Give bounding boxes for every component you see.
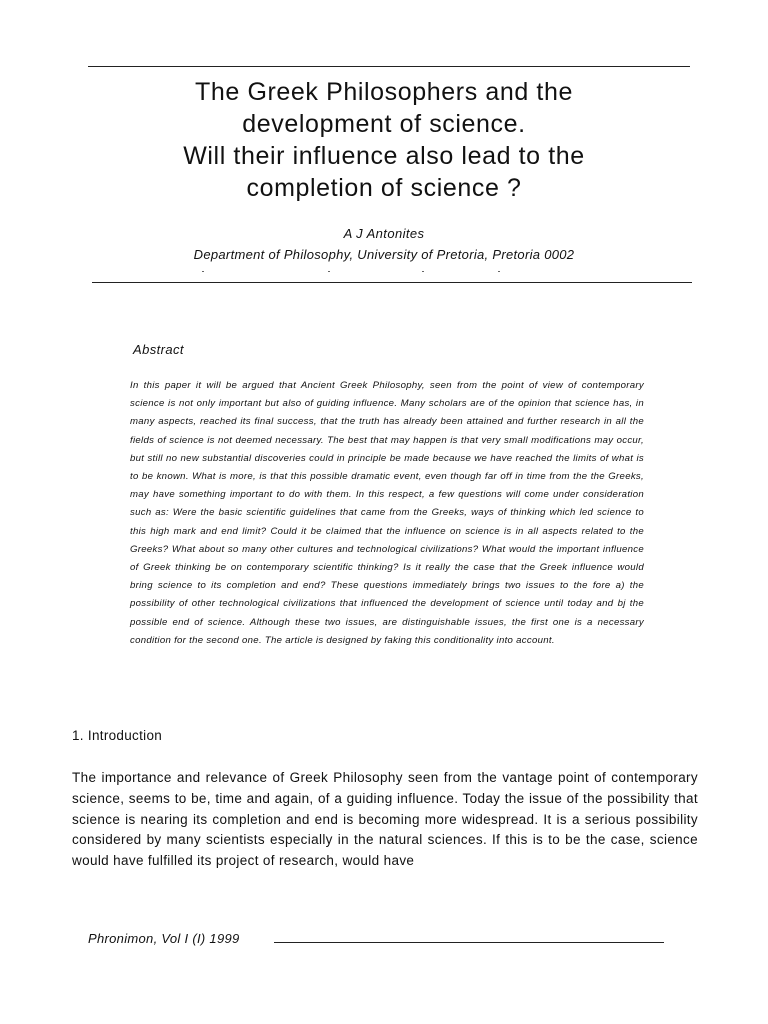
introduction-body: The importance and relevance of Greek Philosophy seen from the vantage point of contemporary science, seems to be, time and again, of a guiding influence. Today the issue of the possibility that science is nearing its completion and end is becoming more widespread. It is a serious possibility considered by many scientists especially in the natural sciences. If this is to be the case, science would have fulfilled its project of research, would have	[72, 770, 698, 869]
abstract-heading: Abstract	[133, 342, 184, 357]
title-line-3: Will their influence also lead to the	[183, 142, 585, 170]
title-line-1: The Greek Philosophers and the	[195, 78, 573, 106]
header-rule	[92, 282, 692, 283]
introduction-heading: 1. Introduction	[72, 728, 163, 743]
title-line-2: development of science.	[242, 110, 526, 138]
footer-rule	[274, 942, 664, 943]
abstract-body: In this paper it will be argued that Ancient Greek Philosophy, seen from the point of view of contemporary science is not only important but also of guiding influence. Many scholars are of the opinion that science has, in many aspects, reached its final success, that the truth has already been attained and further research in all the fields of science is not deemed necessary. The best that may happen is that very small modifications may occur, but still no new substantial discoveries could in principle be made because we have reached the limits of what is to be known. What is more, is that this possible dramatic event, even though far off in time from the the Greeks, may have something important to do with them. In this respect, a few questions will come under consideration such as: Were the basic scientific guidelines that came from the Greeks, ways of thinking which led science to this high mark and end limit? Could it be claimed that the influence on science is in all aspects related to the Greeks? What about so many other cultures and technological civilizations? What would the important influence of Greek thinking be on contemporary scientific thinking? Is it really the case that the Greek influence would bring science to its completion and end? These questions immediately brings two issues to the fore a) the possibility of other technological civilizations that influenced the development of science until today and bj the possible end of science. Although these two issues, are distinguishable issues, the first one is a necessary condition for the second one. The article is designed by faking this conditionality into account.	[130, 380, 644, 646]
faint-dot-marks	[200, 271, 520, 273]
paper-title	[100, 76, 668, 204]
author-affiliation: Department of Philosophy, University of Pretoria, Pretoria 0002	[193, 247, 575, 262]
top-rule	[88, 66, 690, 67]
journal-footer: Phronimon, Vol I (I) 1999	[88, 931, 240, 946]
author-name: A J Antonites	[343, 226, 425, 241]
title-line-4: completion of science ?	[246, 174, 522, 202]
